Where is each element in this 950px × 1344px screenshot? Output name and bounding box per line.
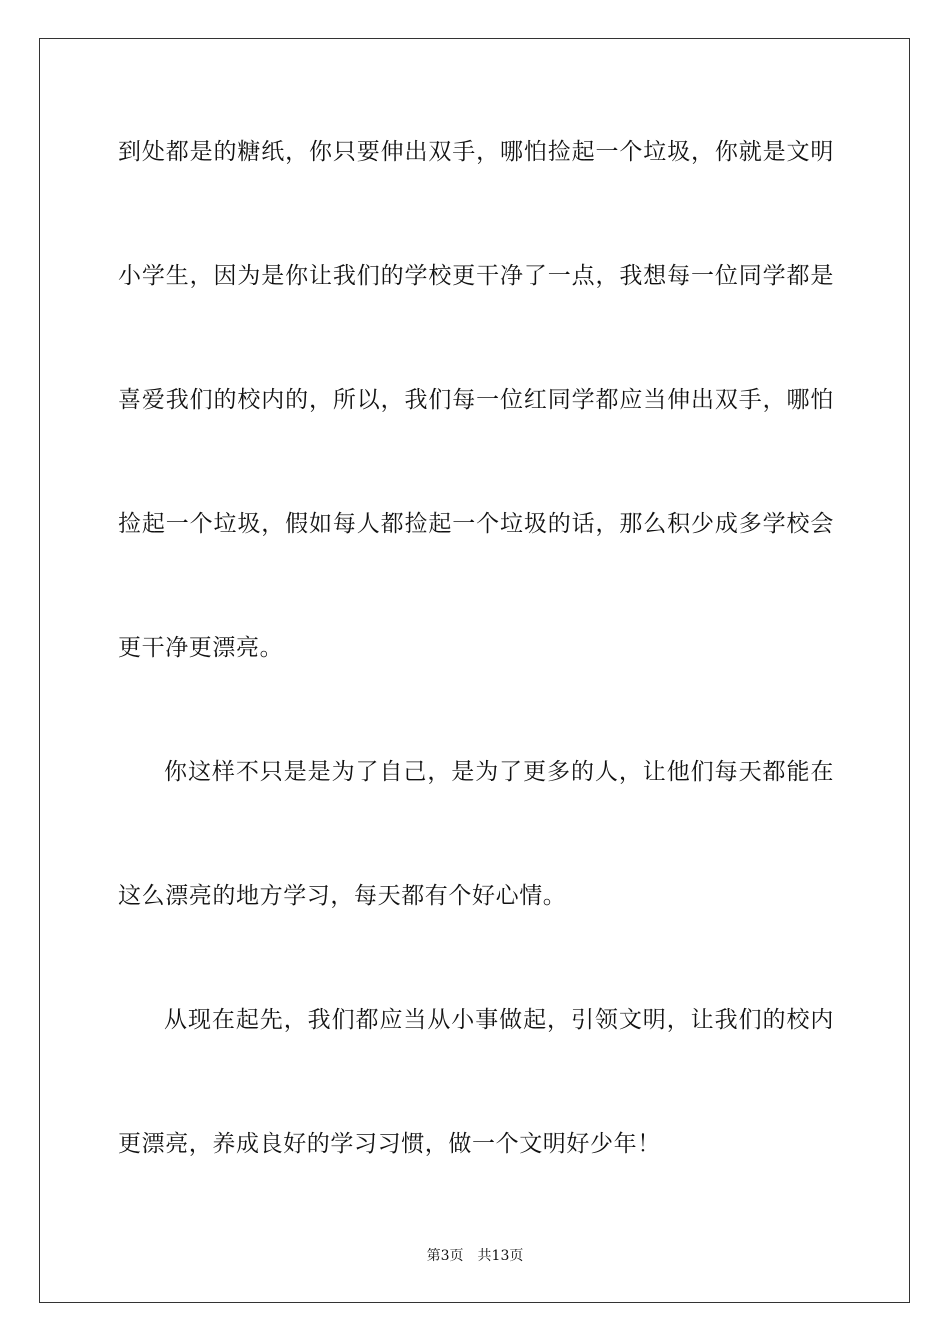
paragraph-line: 从现在起先，我们都应当从小事做起，引领文明，让我们的校内: [164, 1007, 834, 1033]
paragraph-line: 更漂亮，养成良好的学习习惯，做一个文明好少年！: [118, 1131, 661, 1157]
paragraph-line: 捡起一个垃圾，假如每人都捡起一个垃圾的话，那么积少成多学校会: [118, 511, 834, 537]
paragraph-line: 你这样不只是是为了自己，是为了更多的人，让他们每天都能在: [164, 759, 834, 785]
page-number: 第3页: [426, 1248, 464, 1264]
paragraph-line: 更干净更漂亮。: [118, 635, 284, 661]
page-total: 共13页: [477, 1248, 524, 1264]
page-footer: [0, 1247, 950, 1265]
paragraph-line: 到处都是的糖纸，你只要伸出双手，哪怕捡起一个垃圾，你就是文明: [118, 139, 834, 165]
page-frame: [39, 38, 910, 1303]
paragraph-line: 喜爱我们的校内的，所以，我们每一位红同学都应当伸出双手，哪怕: [118, 387, 834, 413]
paragraph-line: 这么漂亮的地方学习，每天都有个好心情。: [118, 883, 567, 909]
paragraph-line: 小学生，因为是你让我们的学校更干净了一点，我想每一位同学都是: [118, 263, 834, 289]
